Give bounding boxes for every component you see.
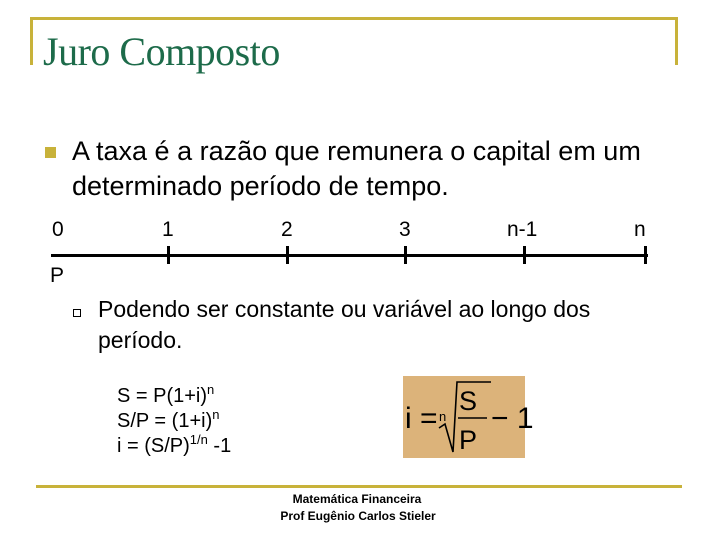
rate-formula-image: [403, 376, 534, 458]
top-border-rule: [30, 17, 678, 20]
formula-line-3: $i = (S/P)^{1/n}$ -1: [117, 432, 232, 457]
formula-lhs: i =: [405, 402, 438, 435]
hollow-square-bullet-icon: [73, 309, 81, 317]
sub-bullet-text: Podendo ser constante ou variável ao longo dos período.: [98, 296, 591, 353]
timeline-label-3: 3: [399, 218, 411, 241]
footer-course: Matemática Financeira: [292, 492, 422, 506]
rate-formula-graphic: [403, 376, 534, 458]
square-bullet-icon: [45, 147, 56, 158]
right-border-rule: [675, 17, 678, 65]
timeline-tick: [644, 246, 647, 264]
formula-numerator: S: [459, 386, 478, 416]
timeline-label-n: n: [634, 218, 646, 241]
main-bullet-text: A taxa é a razão que remunera o capital em um determinado período de tempo.: [72, 136, 641, 201]
left-border-rule: [30, 17, 33, 65]
slide-title: Juro Composto: [43, 29, 280, 74]
timeline-label-0: 0: [52, 218, 64, 241]
timeline-axis: [51, 254, 648, 257]
timeline-label-1: 1: [162, 218, 174, 241]
timeline-tick: [404, 246, 407, 264]
timeline-tick: [523, 246, 526, 264]
formula-line-1: $S = P(1+i)^n$: [117, 382, 215, 407]
formula-line-2: $S/P = (1+i)^n$: [117, 407, 220, 432]
formula-denominator: P: [459, 425, 478, 455]
footer-rule: [36, 485, 682, 488]
formula-list: [117, 384, 231, 459]
timeline-label-n-minus-1: n-1: [507, 218, 538, 241]
formula-root-index: n: [439, 409, 447, 424]
footer-author: Prof Eugênio Carlos Stieler: [280, 509, 436, 523]
timeline-label-2: 2: [281, 218, 293, 241]
timeline-tick: [286, 246, 289, 264]
principal-label: P: [50, 264, 65, 287]
footer: [0, 491, 720, 525]
timeline-tick: [167, 246, 170, 264]
formula-minus-one: − 1: [491, 402, 534, 435]
